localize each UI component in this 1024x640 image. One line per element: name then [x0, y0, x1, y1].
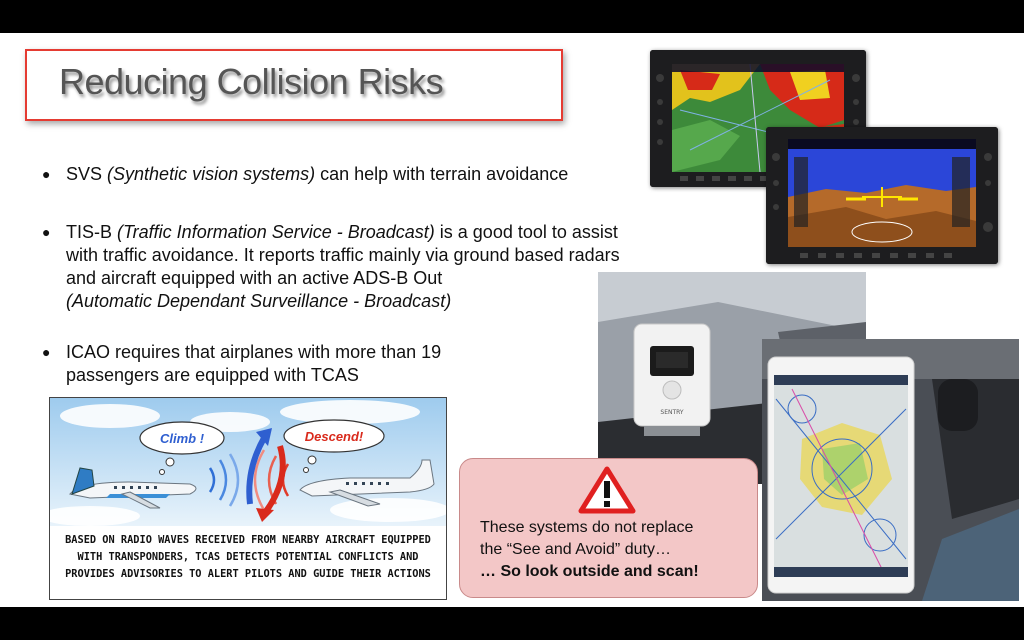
bullet-text: ICAO requires that airplanes with more than 19	[66, 342, 442, 362]
bullet-text: with traffic avoidance. It reports traffic mainly via ground based radars	[66, 245, 620, 265]
tcas-caption-line: WITH TRANSPONDERS, TCAS DETECTS POTENTIAL CONFLICTS AND	[77, 551, 419, 563]
bullet-italic: (Automatic Dependant Surveillance - Broadcast)	[66, 291, 452, 311]
slide-title: Reducing Collision Risks	[59, 61, 444, 102]
tablet-efb-photo	[762, 339, 1019, 601]
title-box	[25, 49, 563, 121]
tcas-caption-line: BASED ON RADIO WAVES RECEIVED FROM NEARBY AIRCRAFT EQUIPPED	[65, 534, 431, 546]
warning-callout	[459, 458, 758, 598]
climb-bubble-text: Climb !	[159, 431, 205, 446]
bullet-text: is a good tool to assist	[434, 222, 618, 242]
bullet-text: TIS-B	[66, 222, 118, 242]
warning-triangle-icon	[577, 465, 637, 515]
warning-line: the “See and Avoid” duty…	[480, 541, 671, 558]
bullet-dot-icon: ●	[42, 224, 51, 240]
device-brand-label: SENTRY	[660, 409, 684, 416]
descend-bubble-text: Descend!	[304, 429, 364, 444]
warning-emphasis: … So look outside and scan!	[480, 563, 699, 580]
bullet-text: SVS	[66, 164, 108, 184]
bullet-dot-icon: ●	[42, 344, 51, 360]
slide	[0, 33, 1024, 607]
bullet-text: can help with terrain avoidance	[315, 164, 569, 184]
pfd-svs-image	[766, 127, 998, 264]
warning-line: These systems do not replace	[480, 519, 694, 536]
tcas-illustration	[49, 397, 447, 600]
tcas-caption	[50, 526, 446, 600]
tcas-caption-line: PROVIDES ADVISORIES TO ALERT PILOTS AND GUIDE THEIR ACTIONS	[65, 568, 431, 580]
bullet-italic: (Synthetic vision systems)	[107, 164, 316, 184]
bullet-italic: (Traffic Information Service - Broadcast)	[117, 222, 435, 242]
bullet-text: and aircraft equipped with an active ADS-B Out	[66, 268, 443, 288]
bullet-text: passengers are equipped with TCAS	[66, 365, 359, 385]
bullet-dot-icon: ●	[42, 166, 51, 182]
